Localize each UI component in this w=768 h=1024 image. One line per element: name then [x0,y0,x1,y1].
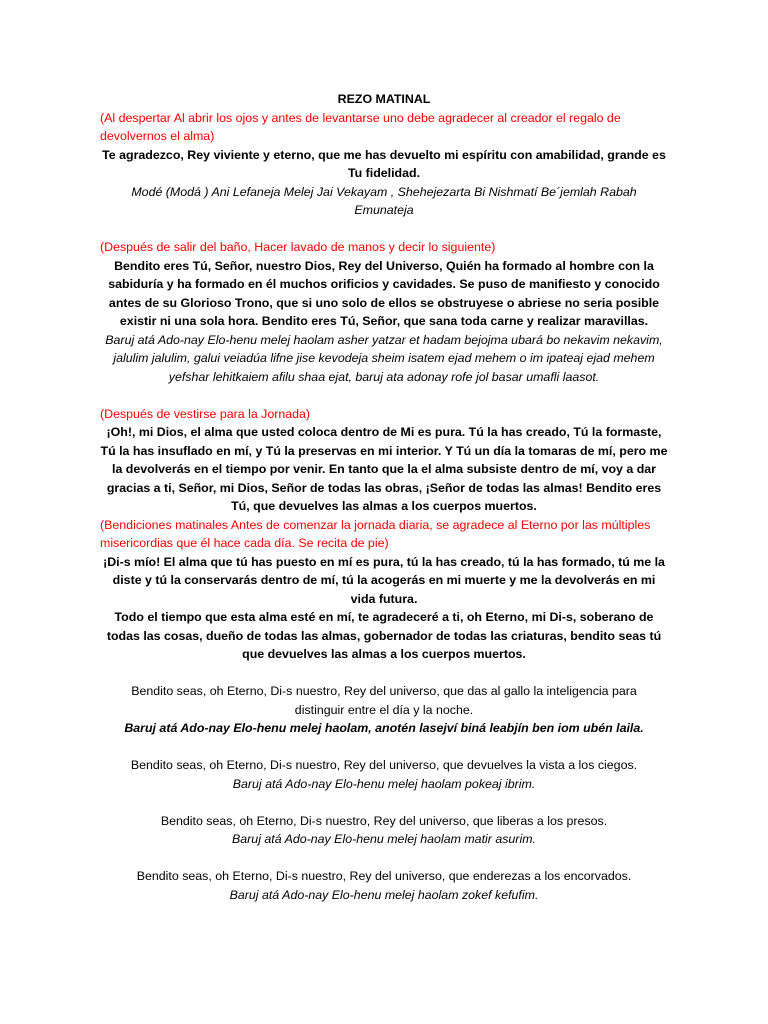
prayer-text: Todo el tiempo que esta alma esté en mí, te agradeceré a ti, oh Eterno, mi Di-s, soberano de todas las cosas, dueño de todas las almas, gobernador de todas las criaturas, bendito seas tú que devuelves las almas a los cuerpos muertos. [106,610,662,661]
instruction-text: (Después de salir del baño, Hacer lavado de manos y decir lo siguiente) [100,240,496,254]
paragraph-spacer [100,386,668,405]
document-content [100,90,668,904]
document-title: REZO MATINAL [337,92,431,106]
paragraph-spacer [100,738,668,757]
paragraph-spacer [100,793,668,812]
instruction-text: (Bendiciones matinales Antes de comenzar la jornada diaria, se agradece al Eterno por las múltiples misericordias que él hace cada día. Se recita de pie) [100,517,651,550]
paragraph-spacer [100,664,668,683]
prayer-text: Te agradezco, Rey viviente y eterno, que me has devuelto mi espíritu con amabilidad, grande es Tu fidelidad. [102,147,666,180]
transliteration-text: Modé (Modá ) Ani Lefaneja Melej Jai Vekayam , Shehejezarta Bi Nishmatí Be´jemlah Rabah Emunateja [131,184,637,217]
prayer-text: ¡Oh!, mi Dios, el alma que usted coloca dentro de Mi es pura. Tú la has creado, Tú la formaste, Tú la has insuflado en mí, y Tú la preservas en mi interior. Y Tú un día la tomaras de mí, pero me la devolverás en el tiempo por venir. En tanto que la el alma subsiste dentro de mí, voy a dar gracias a ti, Señor, mi Dios, Señor de todas las obras, ¡Señor de todas las almas! Bendito eres Tú, que devuelves las almas a los cuerpos muertos. [100,425,668,513]
instruction-text: (Después de vestirse para la Jornada) [100,406,311,421]
blessing-text: Bendito seas, oh Eterno, Di-s nuestro, Rey del universo, que liberas a los presos. [160,813,608,828]
blessing-transliteration: Baruj atá Ado-nay Elo-henu melej haolam zokef kefufim. [229,887,539,902]
blessing-text: Bendito seas, oh Eterno, Di-s nuestro, Rey del universo, que das al gallo la inteligencia para distinguir entre el día y la noche. [131,684,637,717]
prayer-text: ¡Di-s mío! El alma que tú has puesto en mí es pura, tú la has creado, tú la has formado, tú me la diste y tú la conservarás dentro de mí, tú la acogerás en mi muerte y me la devolverás en mi vida futura. [103,554,665,606]
instruction-text: (Al despertar Al abrir los ojos y antes de levantarse uno debe agradecer al creador el regalo de devolvernos el alma) [100,110,621,143]
blessing-text: Bendito seas, oh Eterno, Di-s nuestro, Rey del universo, que devuelves la vista a los ciegos. [130,758,638,772]
paragraph-spacer [100,849,668,868]
blessing-transliteration: Baruj atá Ado-nay Elo-henu melej haolam matir asurim. [232,832,536,846]
blessing-text: Bendito seas, oh Eterno, Di-s nuestro, Rey del universo, que enderezas a los encorvados. [136,869,632,883]
prayer-text: Bendito eres Tú, Señor, nuestro Dios, Rey del Universo, Quién ha formado al hombre con la sabiduría y ha formado en él muchos orificios y cavidades. Se puso de manifiesto y conocido antes de su Glorioso Trono, que si uno solo de ellos se obstruyese o abriese no seria posible existir ni una sola hora. Bendito eres Tú, Señor, que sana toda carne y realizar maravillas. [108,258,660,328]
paragraph-spacer [100,220,668,239]
blessing-transliteration: Baruj atá Ado-nay Elo-henu melej haolam, anotén lasejví biná leabjín ben iom ubén laila. [124,721,644,735]
blessing-transliteration: Baruj atá Ado-nay Elo-henu melej haolam pokeaj ibrim. [232,776,536,791]
transliteration-text: Baruj atá Ado-nay Elo-henu melej haolam asher yatzar et hadam bejojma ubará bo nekavim nekavim, jalulim jalulim, galui veiadúa lifne jise kevodeja sheim isatem ejad mehem o im ipateaj ejad mehem yefshar lehitkaiem afilu shaa ejat, baruj ata adonay rofe jol basar umafli laasot. [105,332,663,384]
